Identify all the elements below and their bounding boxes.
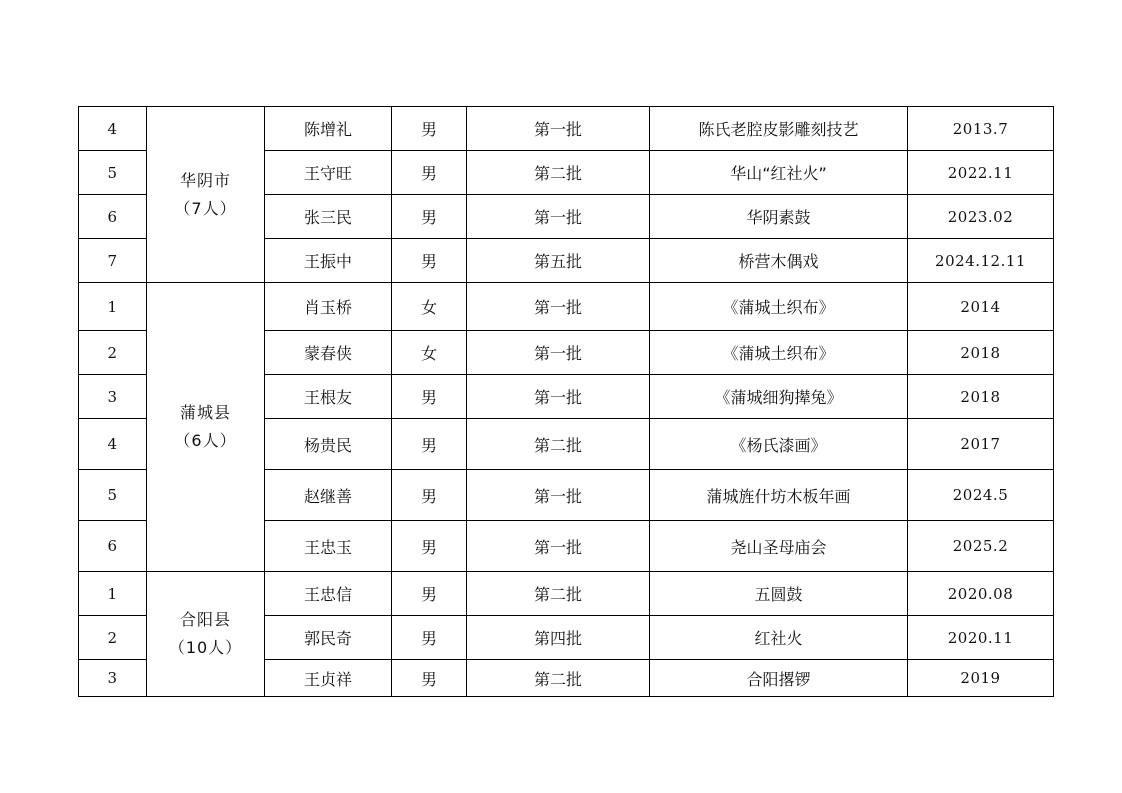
batch: 第二批	[467, 419, 650, 470]
row-number: 5	[79, 470, 147, 521]
gender: 女	[392, 283, 467, 331]
project-name: 蒲城旌什坊木板年画	[650, 470, 908, 521]
batch: 第四批	[467, 616, 650, 660]
batch: 第五批	[467, 239, 650, 283]
batch: 第一批	[467, 375, 650, 419]
project-name: 五圆鼓	[650, 572, 908, 616]
inheritor-name: 王忠信	[265, 572, 392, 616]
batch: 第二批	[467, 660, 650, 697]
date: 2018	[908, 375, 1054, 419]
row-number: 3	[79, 660, 147, 697]
row-number: 6	[79, 521, 147, 572]
gender: 男	[392, 239, 467, 283]
row-number: 7	[79, 239, 147, 283]
gender: 女	[392, 331, 467, 375]
project-name: 《蒲城土织布》	[650, 331, 908, 375]
project-name: 合阳撂锣	[650, 660, 908, 697]
batch: 第一批	[467, 107, 650, 151]
inheritor-name: 郭民奇	[265, 616, 392, 660]
date: 2019	[908, 660, 1054, 697]
project-name: 《蒲城土织布》	[650, 283, 908, 331]
inheritor-name: 杨贵民	[265, 419, 392, 470]
region-cell	[147, 283, 265, 572]
date: 2025.2	[908, 521, 1054, 572]
inheritor-name: 蒙春侠	[265, 331, 392, 375]
date: 2020.11	[908, 616, 1054, 660]
gender: 男	[392, 107, 467, 151]
inheritor-name: 张三民	[265, 195, 392, 239]
gender: 男	[392, 470, 467, 521]
batch: 第二批	[467, 572, 650, 616]
project-name: 华山“红社火”	[650, 151, 908, 195]
project-name: 《蒲城细狗撵兔》	[650, 375, 908, 419]
inheritor-name: 肖玉桥	[265, 283, 392, 331]
inheritor-name: 王贞祥	[265, 660, 392, 697]
date: 2014	[908, 283, 1054, 331]
region-name: 蒲城县	[179, 403, 231, 422]
inheritor-name: 王振中	[265, 239, 392, 283]
region-cell	[147, 107, 265, 283]
date: 2020.08	[908, 572, 1054, 616]
row-number: 3	[79, 375, 147, 419]
batch: 第一批	[467, 331, 650, 375]
row-number: 1	[79, 572, 147, 616]
batch: 第一批	[467, 521, 650, 572]
project-name: 尧山圣母庙会	[650, 521, 908, 572]
region-cell	[147, 572, 265, 697]
gender: 男	[392, 616, 467, 660]
region-name: 合阳县	[179, 610, 231, 629]
date: 2018	[908, 331, 1054, 375]
row-number: 1	[79, 283, 147, 331]
row-number: 6	[79, 195, 147, 239]
date: 2013.7	[908, 107, 1054, 151]
project-name: 桥营木偶戏	[650, 239, 908, 283]
row-number: 4	[79, 419, 147, 470]
gender: 男	[392, 660, 467, 697]
inheritor-name: 王守旺	[265, 151, 392, 195]
region-name: 华阴市	[179, 170, 231, 190]
table-row	[79, 107, 1054, 151]
region-count: （7人）	[174, 198, 237, 218]
table-row	[79, 283, 1054, 331]
row-number: 5	[79, 151, 147, 195]
date: 2017	[908, 419, 1054, 470]
gender: 男	[392, 419, 467, 470]
gender: 男	[392, 375, 467, 419]
region-count: （6人）	[174, 431, 237, 450]
project-name: 红社火	[650, 616, 908, 660]
batch: 第一批	[467, 283, 650, 331]
gender: 男	[392, 195, 467, 239]
inheritor-name: 王忠玉	[265, 521, 392, 572]
date: 2024.5	[908, 470, 1054, 521]
batch: 第一批	[467, 195, 650, 239]
inheritor-table	[78, 106, 1054, 697]
project-name: 陈氏老腔皮影雕刻技艺	[650, 107, 908, 151]
row-number: 2	[79, 331, 147, 375]
date: 2023.02	[908, 195, 1054, 239]
project-name: 华阴素鼓	[650, 195, 908, 239]
row-number: 4	[79, 107, 147, 151]
batch: 第一批	[467, 470, 650, 521]
region-count: （10人）	[168, 638, 243, 657]
batch: 第二批	[467, 151, 650, 195]
inheritor-name: 陈增礼	[265, 107, 392, 151]
inheritor-name: 赵继善	[265, 470, 392, 521]
gender: 男	[392, 572, 467, 616]
gender: 男	[392, 151, 467, 195]
table-row	[79, 572, 1054, 616]
gender: 男	[392, 521, 467, 572]
project-name: 《杨氏漆画》	[650, 419, 908, 470]
date: 2022.11	[908, 151, 1054, 195]
date: 2024.12.11	[908, 239, 1054, 283]
row-number: 2	[79, 616, 147, 660]
inheritor-name: 王根友	[265, 375, 392, 419]
